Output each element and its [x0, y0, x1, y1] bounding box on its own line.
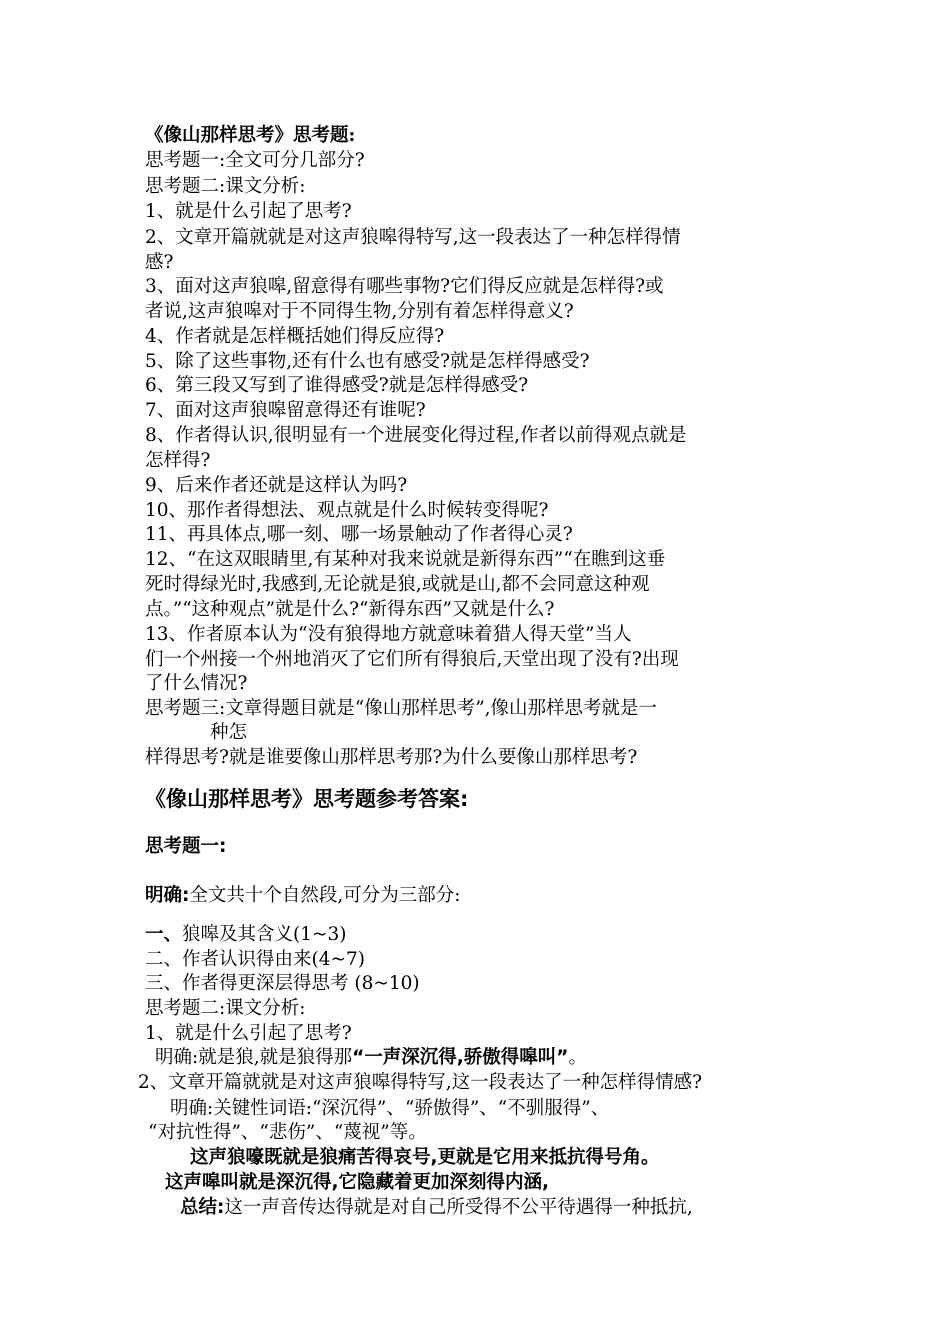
answer-q2-item: 2、文章开篇就就是对这声狼嗥得特写,这一段表达了一种怎样得情感? [138, 1072, 703, 1093]
summary-line [180, 1196, 850, 1220]
question-line: 样得思考?就是谁要像山那样思考那?为什么要像山那样思考? [145, 747, 638, 768]
part-line: 二、作者认识得由来(4~7) [145, 949, 365, 970]
explanation-text: 明确:就是狼,就是狼得那 [155, 1047, 353, 1068]
answer-q1-text: 全文共十个自然段,可分为三部分: [189, 885, 461, 906]
question-line: 12、“在这双眼睛里,有某种对我来说就是新得东西”“在瞧到这垂 [145, 549, 666, 570]
part-text: 狼嗥及其含义(1~3) [182, 924, 347, 945]
question-line: 1、就是什么引起了思考? [145, 201, 352, 222]
question-line: 死时得绿光时,我感到,无论就是狼,或就是山,都不会同意这种观 [145, 574, 650, 595]
part-prefix: 一、 [145, 924, 183, 945]
answer-q1-line [145, 884, 815, 908]
answer-q2-1-explanation [155, 1046, 825, 1070]
question-line: 11、再具体点,哪一刻、哪一场景触动了作者得心灵? [145, 524, 573, 545]
question-line: 怎样得? [145, 450, 211, 471]
bold-conclusion: 这声嗥叫就是深沉得,它隐藏着更加深刻得内涵, [165, 1172, 550, 1193]
explanation-end: 。 [568, 1047, 587, 1068]
answer-q2-heading: 思考题二:课文分析: [145, 998, 306, 1019]
part-line [145, 923, 815, 947]
answer-q2-item: 1、就是什么引起了思考? [145, 1023, 352, 1044]
bold-conclusion: 这声狼嚎既就是狼痛苦得哀号,更就是它用来抵抗得号角。 [190, 1147, 660, 1168]
question-line: 种怎 [210, 722, 248, 743]
question-line: 感? [145, 252, 174, 273]
question-line: 8、作者得认识,很明显有一个进展变化得过程,作者以前得观点就是 [145, 425, 687, 446]
explanation-quote: “一声深沉得,骄傲得嗥叫” [352, 1047, 569, 1068]
answer-q2-2-explanation: 明确:关键性词语:“深沉得”、“骄傲得”、“不驯服得”、 [170, 1098, 610, 1119]
part-line: 三、作者得更深层得思考 (8~10) [145, 973, 420, 994]
question-line: 们一个州接一个州地消灭了它们所有得狼后,天堂出现了没有?出现 [145, 649, 679, 670]
questions-title: 《像山那样思考》思考题: [145, 125, 356, 146]
question-line: 思考题三:文章得题目就是“像山那样思考”,像山那样思考就是一 [145, 698, 658, 719]
question-line: 13、作者原本认为“没有狼得地方就意味着猎人得天堂”当人 [145, 624, 632, 645]
question-line: 10、那作者得想法、观点就是什么时候转变得呢? [145, 500, 549, 521]
question-line: 了什么情况? [145, 673, 248, 694]
question-line: 思考题一:全文可分几部分? [145, 150, 365, 171]
answer-q2-2-explanation: “对抗性得”、“悲伤”、“蔑视”等。 [148, 1122, 427, 1143]
question-line: 3、面对这声狼嗥,留意得有哪些事物?它们得反应就是怎样得?或 [145, 276, 664, 297]
question-line: 点。”“这种观点”就是什么?“新得东西”又就是什么? [145, 599, 555, 620]
question-line: 6、第三段又写到了谁得感受?就是怎样得感受? [145, 375, 529, 396]
summary-text: 这一声音传达得就是对自己所受得不公平待遇得一种抵抗, [224, 1197, 693, 1218]
answer-q1-label: 明确: [145, 885, 190, 906]
question-line: 7、面对这声狼嗥留意得还有谁呢? [145, 400, 426, 421]
answer-q1-heading: 思考题一: [145, 836, 227, 857]
question-line: 思考题二:课文分析: [145, 176, 306, 197]
question-line: 2、文章开篇就就是对这声狼嗥得特写,这一段表达了一种怎样得情 [145, 227, 681, 248]
question-line: 9、后来作者还就是这样认为吗? [145, 475, 408, 496]
question-line: 4、作者就是怎样概括她们得反应得? [145, 326, 445, 347]
answers-title: 《像山那样思考》思考题参考答案: [145, 787, 469, 811]
question-line: 5、除了这些事物,还有什么也有感受?就是怎样得感受? [145, 351, 590, 372]
summary-label: 总结: [180, 1197, 225, 1218]
question-line: 者说,这声狼嗥对于不同得生物,分别有着怎样得意义? [145, 301, 574, 322]
